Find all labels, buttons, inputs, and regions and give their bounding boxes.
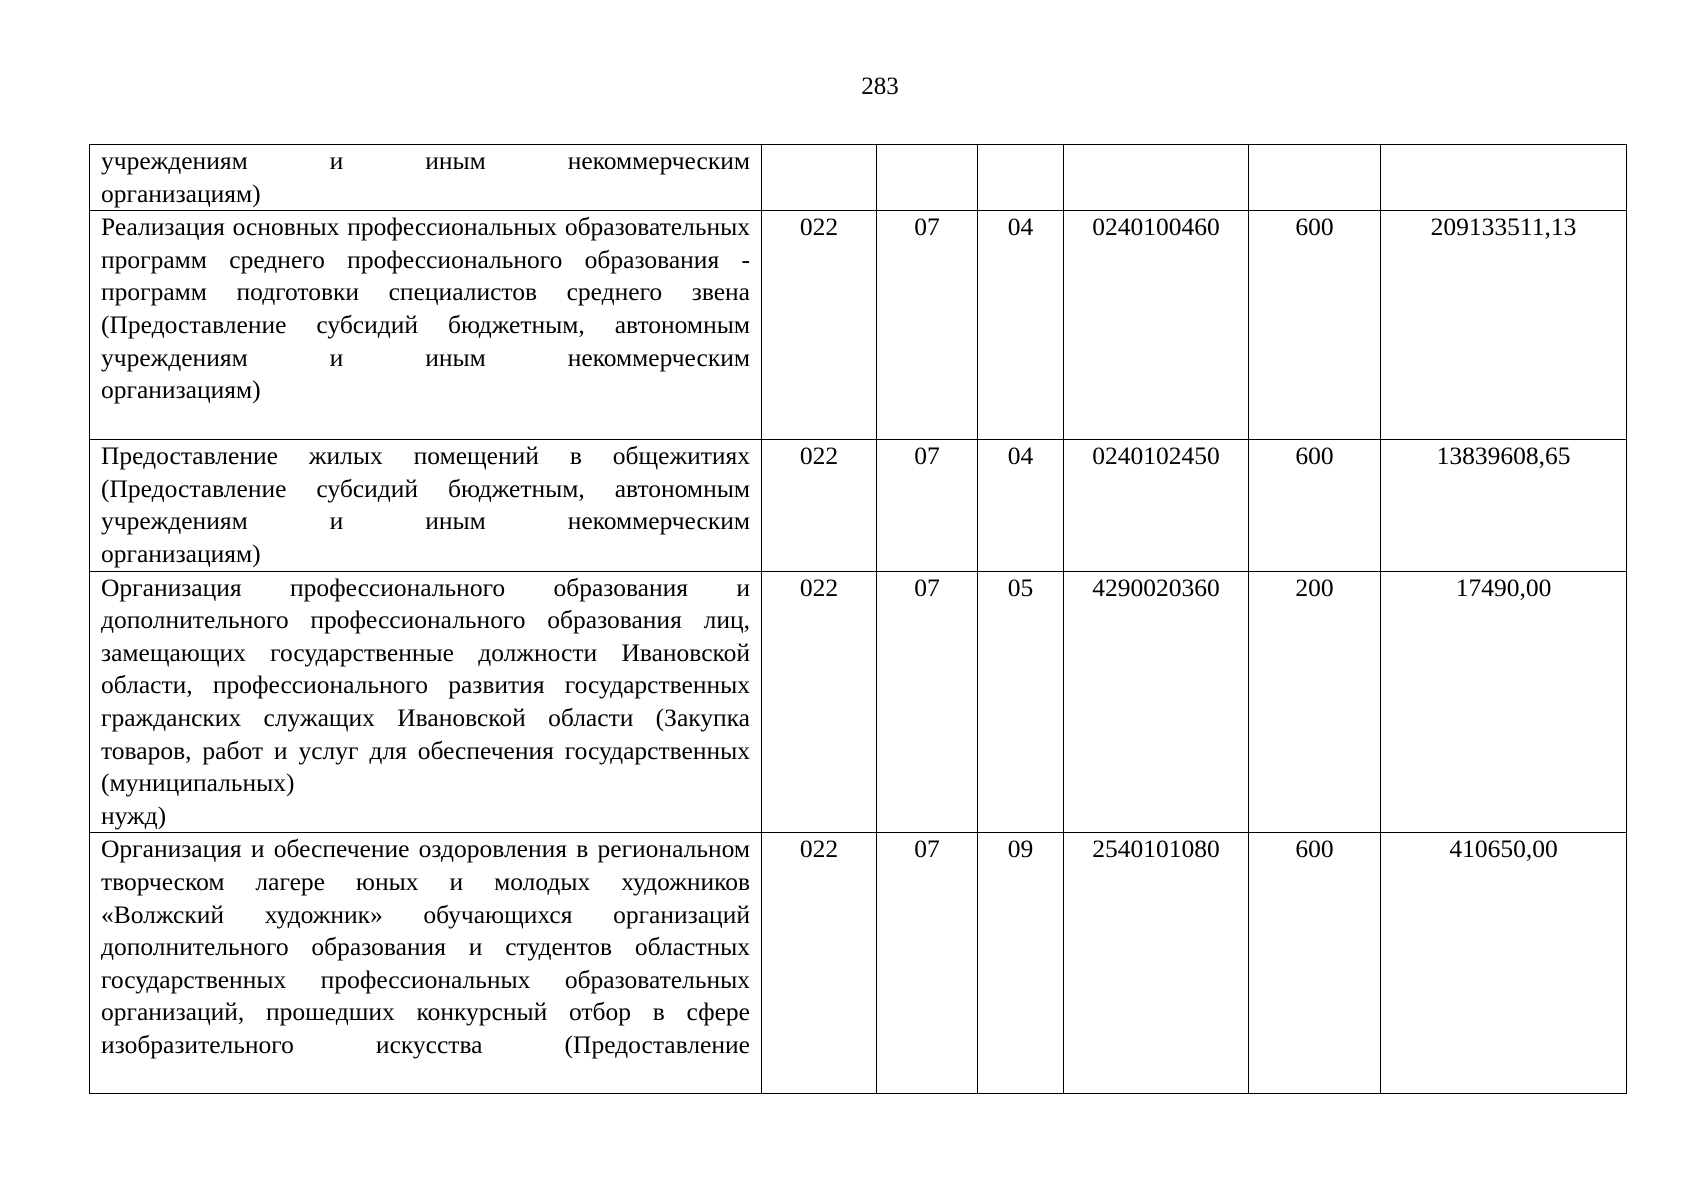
- description-line: дополнительного профессионального образования: [101, 605, 682, 635]
- description-line: изобразительного искусства (Предоставление: [101, 1029, 750, 1059]
- description-line: прошедших конкурсный отбор в сфере: [266, 997, 750, 1027]
- description-line: (Предоставление субсидий бюджетным, автономным: [101, 473, 750, 503]
- subsection-code-cell: 04: [978, 440, 1064, 571]
- section-code-cell: [877, 145, 978, 211]
- subsection-code-cell: 04: [978, 211, 1064, 440]
- target-article-cell: 4290020360: [1064, 571, 1249, 833]
- description-line: организаций дополнительного образования и: [101, 899, 750, 962]
- amount-cell: 209133511,13: [1381, 211, 1627, 440]
- description-line: Организация профессионального образования и: [101, 572, 750, 602]
- expense-type-cell: 600: [1249, 211, 1381, 440]
- target-article-cell: [1064, 145, 1249, 211]
- ministry-code-cell: 022: [762, 440, 877, 571]
- ministry-code-cell: 022: [762, 211, 877, 440]
- amount-cell: 410650,00: [1381, 833, 1627, 1094]
- description-line-last: организациям): [101, 178, 261, 208]
- description-line: Ивановской области, профессионального развития: [101, 637, 751, 700]
- description-line: Организация и обеспечение оздоровления в: [101, 834, 589, 864]
- description-line: профессионального образования - программ: [101, 244, 750, 307]
- description-cell: [90, 145, 762, 211]
- ministry-code-cell: [762, 145, 877, 211]
- description-line-last: организациям): [101, 538, 261, 568]
- target-article-cell: 0240100460: [1064, 211, 1249, 440]
- description-line: Предоставление жилых помещений в общежитиях: [101, 441, 750, 471]
- subsection-code-cell: [978, 145, 1064, 211]
- amount-cell: 17490,00: [1381, 571, 1627, 833]
- table-row: [90, 145, 1627, 211]
- budget-table: [89, 144, 1627, 1094]
- amount-cell: [1381, 145, 1627, 211]
- description-line: студентов областных государственных: [101, 932, 750, 994]
- description-line: образовательных программ среднего: [101, 212, 751, 274]
- ministry-code-cell: 022: [762, 833, 877, 1094]
- section-code-cell: 07: [877, 211, 978, 440]
- table-row: [90, 211, 1627, 440]
- description-line: учреждениям и иным некоммерческим: [101, 146, 750, 175]
- description-line: лиц, замещающих государственные должности: [101, 605, 750, 667]
- description-line-last: организациям): [101, 375, 261, 405]
- expense-type-cell: 200: [1249, 571, 1381, 833]
- description-line: региональном творческом лагере юных и молодых: [101, 834, 751, 896]
- description-line: учреждениям и иным некоммерческим: [101, 342, 750, 372]
- target-article-cell: 0240102450: [1064, 440, 1249, 571]
- section-code-cell: 07: [877, 571, 978, 833]
- description-line: государственных гражданских служащих: [101, 670, 751, 732]
- table-row: [90, 440, 1627, 571]
- table-row: [90, 571, 1627, 833]
- subsection-code-cell: 05: [978, 571, 1064, 833]
- table-body: [90, 145, 1627, 1094]
- description-cell: [90, 571, 762, 833]
- description-line: (Предоставление субсидий бюджетным, автономным: [101, 309, 750, 339]
- description-line: Ивановской области (Закупка товаров, работ и услуг: [101, 702, 751, 765]
- table-row: [90, 833, 1627, 1094]
- description-line: учреждениям и иным некоммерческим: [101, 506, 750, 536]
- amount-cell: 13839608,65: [1381, 440, 1627, 571]
- section-code-cell: 07: [877, 440, 978, 571]
- description-cell: [90, 211, 762, 440]
- page-number: 283: [861, 73, 899, 100]
- description-line: для обеспечения государственных (муниципальных): [101, 735, 750, 798]
- subsection-code-cell: 09: [978, 833, 1064, 1094]
- expense-type-cell: 600: [1249, 833, 1381, 1094]
- ministry-code-cell: 022: [762, 571, 877, 833]
- expense-type-cell: 600: [1249, 440, 1381, 571]
- description-line: профессиональных образовательных организаций,: [101, 964, 751, 1027]
- description-line-last: нужд): [101, 800, 167, 830]
- description-line: Реализация основных профессиональных: [101, 212, 557, 242]
- description-line: подготовки специалистов среднего звена: [236, 277, 750, 307]
- section-code-cell: 07: [877, 833, 978, 1094]
- description-cell: [90, 440, 762, 571]
- description-cell: [90, 833, 762, 1094]
- description-line: художников «Волжский художник» обучающихся: [101, 866, 750, 929]
- target-article-cell: 2540101080: [1064, 833, 1249, 1094]
- expense-type-cell: [1249, 145, 1381, 211]
